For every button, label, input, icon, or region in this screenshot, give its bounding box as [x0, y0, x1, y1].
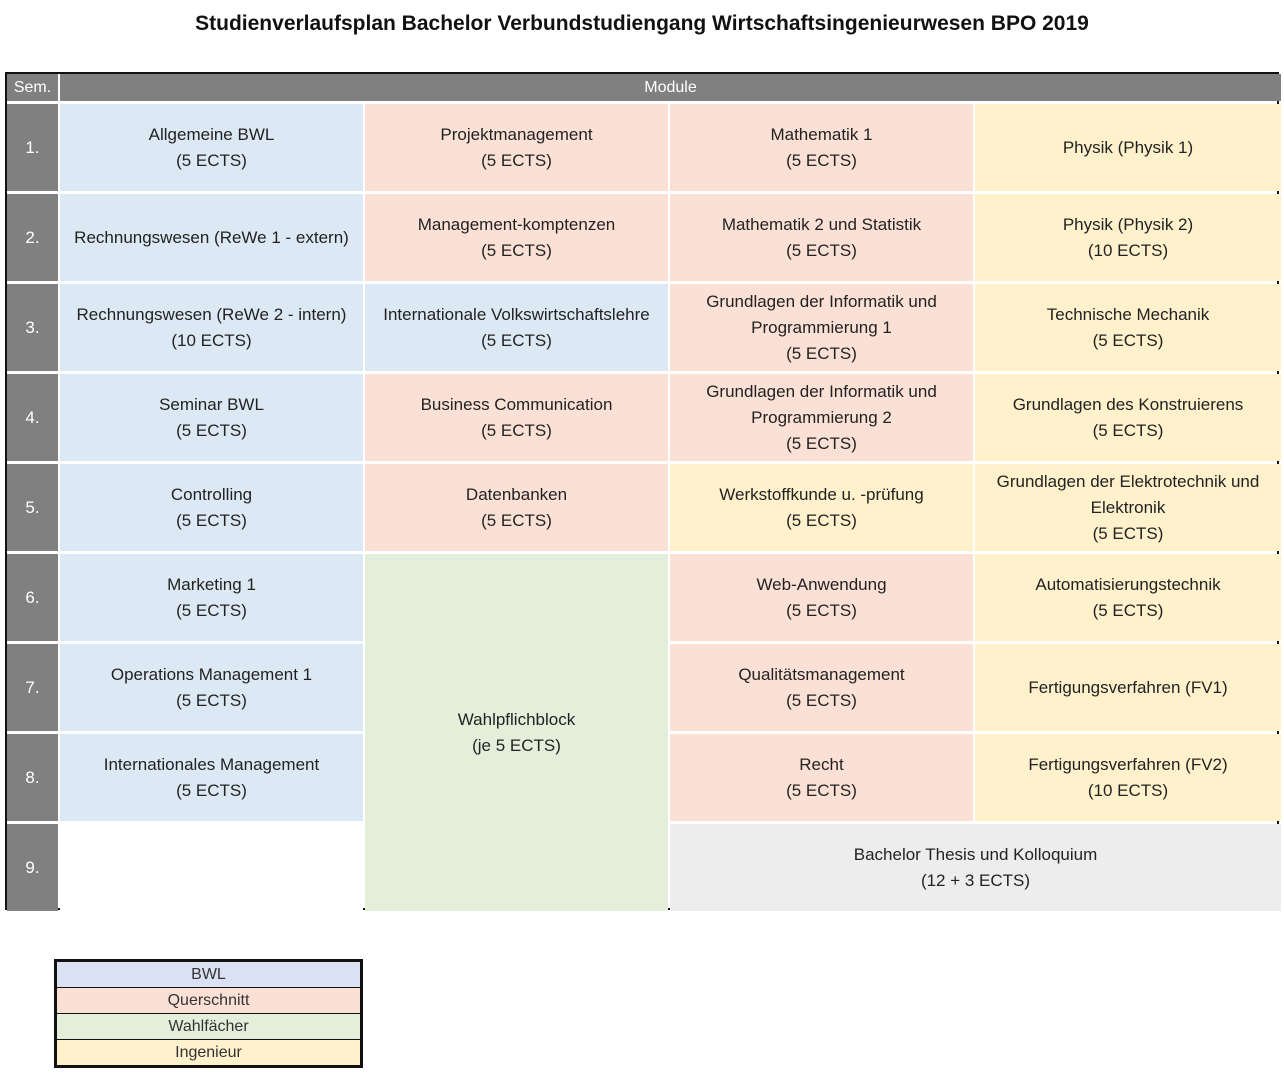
module-mathematik-2 — [670, 194, 973, 281]
module-mathematik-1 — [670, 104, 973, 191]
module-title: Rechnungswesen (ReWe 1 - extern) — [74, 227, 349, 247]
legend — [54, 959, 363, 1068]
module-ects: (5 ECTS) — [786, 343, 857, 363]
module-ects: (5 ECTS) — [176, 780, 247, 800]
module-title: Controlling — [170, 484, 253, 504]
module-operations-management — [60, 644, 363, 731]
module-ects: (je 5 ECTS) — [472, 735, 561, 755]
header-sem: Sem. — [7, 74, 58, 101]
page-title: Studienverlaufsplan Bachelor Verbundstudiengang Wirtschaftsingenieurwesen BPO 2019 — [195, 12, 1089, 35]
module-physik-1 — [975, 104, 1281, 191]
module-title: Grundlagen des Konstruierens — [1012, 394, 1244, 414]
module-title: Web-Anwendung — [756, 574, 887, 594]
module-title: Recht — [799, 754, 844, 774]
legend-wahlfaecher: Wahlfächer — [57, 1014, 360, 1039]
semester-label: 8. — [7, 734, 58, 821]
module-internationales-management — [60, 734, 363, 821]
module-ects: (5 ECTS) — [1092, 330, 1164, 350]
module-ects: (5 ECTS) — [786, 240, 857, 260]
module-title: Programmierung 2 — [751, 407, 892, 427]
semester-label: 2. — [7, 194, 58, 281]
module-projektmanagement — [365, 104, 668, 191]
module-title: Internationale Volkswirtschaftslehre — [383, 304, 650, 324]
module-title: Bachelor Thesis und Kolloquium — [853, 844, 1098, 864]
module-ects: (5 ECTS) — [481, 420, 552, 440]
module-title: Marketing 1 — [167, 574, 256, 594]
module-title: Wahlpflichblock — [457, 709, 576, 729]
module-ects: (12 + 3 ECTS) — [920, 870, 1031, 890]
module-ects: (5 ECTS) — [481, 330, 552, 350]
study-plan-table — [5, 72, 1279, 910]
module-title: Physik (Physik 2) — [1062, 214, 1194, 234]
module-elektrotechnik — [975, 464, 1281, 551]
module-title: Automatisierungstechnik — [1035, 574, 1221, 594]
semester-label: 5. — [7, 464, 58, 551]
module-werkstoffkunde — [670, 464, 973, 551]
module-title: Projektmanagement — [440, 124, 593, 144]
module-ects: (5 ECTS) — [176, 690, 247, 710]
module-ects: (5 ECTS) — [481, 150, 552, 170]
module-title: Qualitätsmanagement — [738, 664, 905, 684]
module-informatik-1 — [670, 284, 973, 371]
module-rewe-1 — [60, 194, 363, 281]
module-controlling — [60, 464, 363, 551]
semester-label: 1. — [7, 104, 58, 191]
semester-label: 3. — [7, 284, 58, 371]
legend-bwl: BWL — [57, 962, 360, 987]
module-title: Werkstoffkunde u. -prüfung — [719, 484, 924, 504]
module-ects: (5 ECTS) — [176, 510, 247, 530]
module-konstruieren — [975, 374, 1281, 461]
module-title: Management-komptenzen — [417, 214, 616, 234]
module-ects: (5 ECTS) — [786, 600, 857, 620]
module-rewe-2 — [60, 284, 363, 371]
module-wahlpflichtblock — [365, 554, 668, 911]
module-ects: (5 ECTS) — [176, 420, 247, 440]
module-ects: (5 ECTS) — [786, 510, 857, 530]
module-bachelor-thesis — [670, 824, 1281, 911]
legend-querschnitt: Querschnitt — [57, 988, 360, 1013]
module-title: Programmierung 1 — [751, 317, 892, 337]
module-ects: (5 ECTS) — [176, 150, 247, 170]
module-seminar-bwl — [60, 374, 363, 461]
module-informatik-2 — [670, 374, 973, 461]
legend-ingenieur: Ingenieur — [57, 1040, 360, 1065]
module-allgemeine-bwl — [60, 104, 363, 191]
semester-label: 6. — [7, 554, 58, 641]
module-ects: (5 ECTS) — [481, 240, 552, 260]
module-ects: (5 ECTS) — [786, 780, 857, 800]
module-management-kompetenzen — [365, 194, 668, 281]
module-ects: (5 ECTS) — [786, 433, 857, 453]
module-ects: (5 ECTS) — [481, 510, 552, 530]
empty-cell — [60, 824, 363, 911]
module-technische-mechanik — [975, 284, 1281, 371]
module-title: Fertigungsverfahren (FV1) — [1028, 677, 1228, 697]
module-fertigungsverfahren-1 — [975, 644, 1281, 731]
module-qualitaetsmanagement — [670, 644, 973, 731]
module-title: Rechnungswesen (ReWe 2 - intern) — [76, 304, 347, 324]
module-title: Technische Mechanik — [1046, 304, 1210, 324]
module-ects: (5 ECTS) — [786, 150, 857, 170]
module-ects: (5 ECTS) — [1092, 600, 1164, 620]
module-web-anwendung — [670, 554, 973, 641]
module-ects: (10 ECTS) — [1087, 780, 1169, 800]
module-title: Datenbanken — [465, 484, 568, 504]
module-datenbanken — [365, 464, 668, 551]
module-title: Seminar BWL — [159, 394, 264, 414]
module-fertigungsverfahren-2 — [975, 734, 1281, 821]
module-internationale-vwl — [365, 284, 668, 371]
module-title: Elektronik — [1090, 497, 1166, 517]
module-title: Mathematik 1 — [770, 124, 873, 144]
module-title: Grundlagen der Informatik und — [706, 291, 937, 311]
module-title: Physik (Physik 1) — [1062, 137, 1194, 157]
module-title: Allgemeine BWL — [148, 124, 275, 144]
module-title: Fertigungsverfahren (FV2) — [1028, 754, 1228, 774]
header-module: Module — [60, 74, 1281, 101]
module-ects: (10 ECTS) — [171, 330, 252, 350]
module-physik-2 — [975, 194, 1281, 281]
module-title: Grundlagen der Elektrotechnik und — [996, 471, 1260, 491]
module-ects: (5 ECTS) — [176, 600, 247, 620]
module-title: Grundlagen der Informatik und — [706, 381, 937, 401]
module-title: Mathematik 2 und Statistik — [721, 214, 922, 234]
module-marketing-1 — [60, 554, 363, 641]
semester-label: 4. — [7, 374, 58, 461]
semester-label: 7. — [7, 644, 58, 731]
module-recht — [670, 734, 973, 821]
module-title: Internationales Management — [103, 754, 320, 774]
module-ects: (5 ECTS) — [786, 690, 857, 710]
semester-label: 9. — [7, 824, 58, 911]
module-title: Operations Management 1 — [110, 664, 313, 684]
module-automatisierungstechnik — [975, 554, 1281, 641]
module-business-communication — [365, 374, 668, 461]
module-ects: (5 ECTS) — [1092, 523, 1164, 543]
module-ects: (10 ECTS) — [1087, 240, 1169, 260]
module-ects: (5 ECTS) — [1092, 420, 1164, 440]
module-title: Business Communication — [420, 394, 613, 414]
